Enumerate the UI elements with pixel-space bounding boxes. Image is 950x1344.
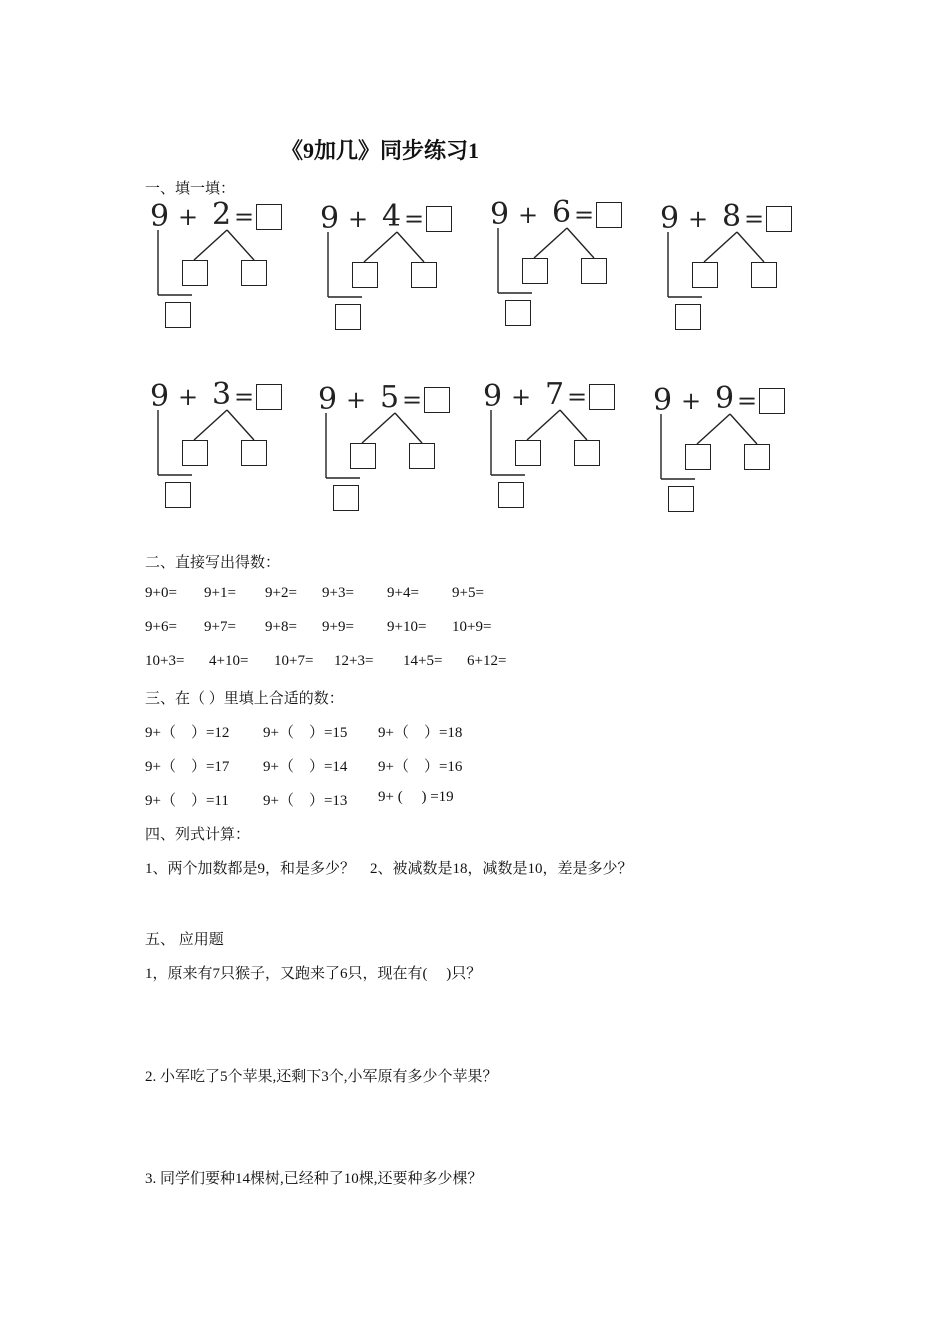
answer-box[interactable]: [426, 206, 452, 232]
addend-nine: 9: [150, 379, 170, 414]
ten-box[interactable]: [668, 486, 694, 512]
section4-question: 1、两个加数都是9，和是多少？ 2、被减数是18，减数是10，差是多少？: [145, 861, 633, 877]
equals-sign: =: [567, 383, 588, 411]
split-box-left[interactable]: [352, 262, 378, 288]
equals-sign: =: [402, 386, 423, 414]
section2-heading: 二、直接写出得数：: [145, 555, 281, 571]
fill-item: 9+ ( ) =19: [378, 789, 454, 805]
ten-box[interactable]: [498, 482, 524, 508]
split-box-right[interactable]: [241, 440, 267, 466]
ten-box[interactable]: [675, 304, 701, 330]
calc-item: 10+7=: [274, 653, 314, 669]
addend-nine: 9: [653, 383, 673, 418]
fill-item: 9+（ ）=17: [145, 759, 230, 775]
calc-item: 9+9=: [322, 619, 354, 635]
fill-item: 9+（ ）=11: [145, 793, 229, 809]
plus-sign: +: [348, 205, 369, 233]
split-box-right[interactable]: [574, 440, 600, 466]
equals-sign: =: [404, 205, 425, 233]
calc-item: 14+5=: [403, 653, 443, 669]
split-box-right[interactable]: [411, 262, 437, 288]
split-box-right[interactable]: [409, 443, 435, 469]
ten-box[interactable]: [505, 300, 531, 326]
calc-item: 9+7=: [204, 619, 236, 635]
make-ten-diagram: [320, 199, 480, 342]
word-problem-3: 3. 同学们要种14棵树,已经种了10棵,还要种多少棵？: [145, 1171, 483, 1187]
calc-item: 12+3=: [334, 653, 374, 669]
addend-number: 9: [715, 381, 735, 416]
fill-item: 9+（ ）=12: [145, 725, 230, 741]
equals-sign: =: [234, 203, 255, 231]
addend-number: 6: [552, 195, 572, 230]
addend-number: 8: [722, 199, 742, 234]
calc-item: 9+2=: [265, 585, 297, 601]
ten-box[interactable]: [165, 482, 191, 508]
section3-heading: 三、在（ ）里填上合适的数：: [145, 691, 344, 707]
equals-sign: =: [744, 205, 765, 233]
make-ten-diagram: [653, 381, 813, 524]
split-box-left[interactable]: [350, 443, 376, 469]
calc-item: 10+9=: [452, 619, 492, 635]
calc-item: 9+10=: [387, 619, 427, 635]
answer-box[interactable]: [759, 388, 785, 414]
answer-box[interactable]: [596, 202, 622, 228]
make-ten-diagram: [483, 377, 643, 520]
split-box-right[interactable]: [241, 260, 267, 286]
calc-item: 9+4=: [387, 585, 419, 601]
ten-box[interactable]: [335, 304, 361, 330]
addend-nine: 9: [150, 199, 170, 234]
calc-item: 9+3=: [322, 585, 354, 601]
ten-box[interactable]: [333, 485, 359, 511]
split-box-left[interactable]: [182, 440, 208, 466]
addend-nine: 9: [490, 197, 510, 232]
split-box-right[interactable]: [744, 444, 770, 470]
split-box-left[interactable]: [182, 260, 208, 286]
equals-sign: =: [737, 387, 758, 415]
page-title: 《9加几》同步练习1: [280, 138, 479, 163]
calc-item: 10+3=: [145, 653, 185, 669]
plus-sign: +: [681, 387, 702, 415]
addend-number: 3: [212, 377, 232, 412]
section5-heading: 五、 应用题: [145, 932, 224, 948]
fill-item: 9+（ ）=18: [378, 725, 463, 741]
plus-sign: +: [511, 383, 532, 411]
make-ten-diagram: [490, 195, 650, 338]
fill-item: 9+（ ）=13: [263, 793, 348, 809]
word-problem-2: 2. 小军吃了5个苹果,还剩下3个,小军原有多少个苹果？: [145, 1069, 498, 1085]
make-ten-diagram: [660, 199, 820, 342]
equals-sign: =: [574, 201, 595, 229]
split-box-right[interactable]: [751, 262, 777, 288]
calc-item: 9+5=: [452, 585, 484, 601]
plus-sign: +: [518, 201, 539, 229]
addend-number: 7: [545, 377, 565, 412]
make-ten-diagram: [150, 377, 310, 520]
answer-box[interactable]: [424, 387, 450, 413]
plus-sign: +: [346, 386, 367, 414]
make-ten-diagram: [318, 380, 478, 523]
word-problem-1: 1，原来有7只猴子，又跑来了6只，现在有( )只？: [145, 966, 482, 982]
split-box-left[interactable]: [522, 258, 548, 284]
fill-item: 9+（ ）=14: [263, 759, 348, 775]
calc-item: 9+6=: [145, 619, 177, 635]
ten-box[interactable]: [165, 302, 191, 328]
addend-nine: 9: [320, 201, 340, 236]
split-box-right[interactable]: [581, 258, 607, 284]
section4-heading: 四、列式计算：: [145, 827, 251, 843]
plus-sign: +: [178, 383, 199, 411]
plus-sign: +: [178, 203, 199, 231]
section1-heading: 一、填一填：: [145, 181, 236, 197]
plus-sign: +: [688, 205, 709, 233]
fill-item: 9+（ ）=16: [378, 759, 463, 775]
addend-nine: 9: [483, 379, 503, 414]
answer-box[interactable]: [589, 384, 615, 410]
make-ten-diagram: [150, 197, 310, 340]
split-box-left[interactable]: [692, 262, 718, 288]
calc-item: 9+1=: [204, 585, 236, 601]
split-box-left[interactable]: [515, 440, 541, 466]
split-box-left[interactable]: [685, 444, 711, 470]
calc-item: 9+8=: [265, 619, 297, 635]
fill-item: 9+（ ）=15: [263, 725, 348, 741]
addend-number: 5: [380, 380, 400, 415]
addend-nine: 9: [660, 201, 680, 236]
calc-item: 6+12=: [467, 653, 507, 669]
answer-box[interactable]: [256, 204, 282, 230]
calc-item: 4+10=: [209, 653, 249, 669]
addend-number: 2: [212, 197, 232, 232]
addend-number: 4: [382, 199, 402, 234]
answer-box[interactable]: [766, 206, 792, 232]
equals-sign: =: [234, 383, 255, 411]
addend-nine: 9: [318, 382, 338, 417]
answer-box[interactable]: [256, 384, 282, 410]
calc-item: 9+0=: [145, 585, 177, 601]
